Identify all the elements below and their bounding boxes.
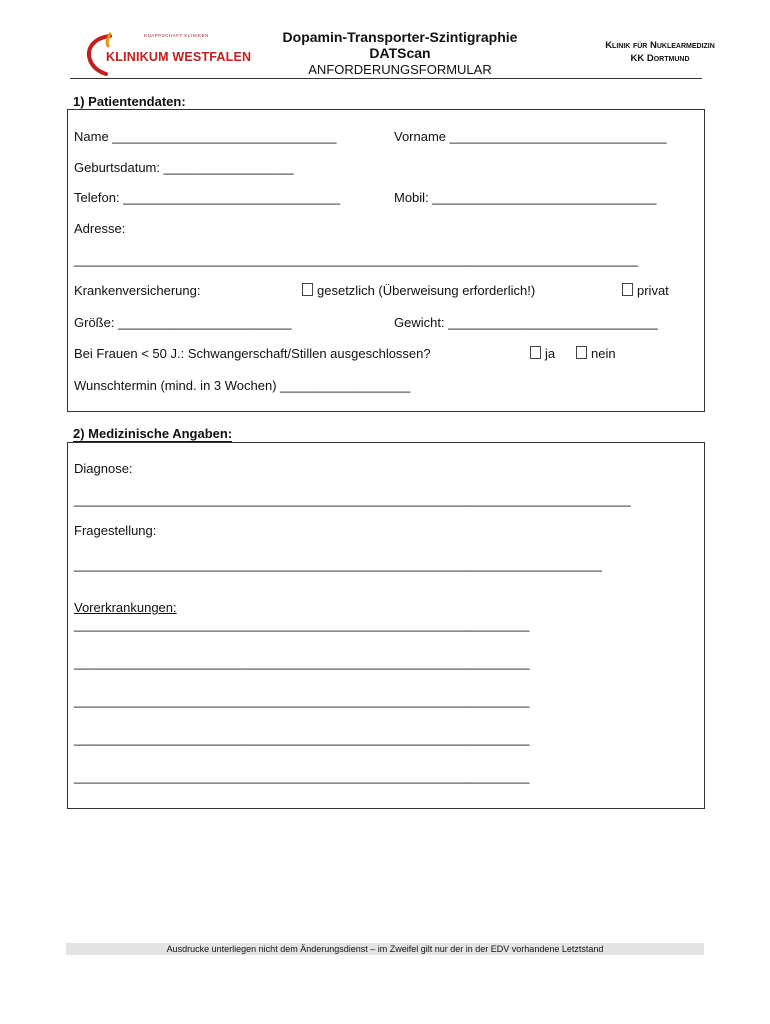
option-privat[interactable] <box>622 283 669 298</box>
privat-label: privat <box>637 283 669 298</box>
footer-disclaimer: Ausdrucke unterliegen nicht dem Änderungsdienst – im Zweifel gilt nur der in der EDV vorhandene Letztstand <box>66 943 704 955</box>
vorerkrankungen-line[interactable]: _______________________________________________________________ <box>74 731 530 746</box>
krankenversicherung-label: Krankenversicherung: <box>74 283 201 298</box>
header-divider <box>70 78 702 79</box>
name-field[interactable]: Name _______________________________ <box>74 129 337 144</box>
fragestellung-field[interactable]: _________________________________________________________________________ <box>74 557 602 572</box>
gesetzlich-checkbox[interactable] <box>302 283 313 296</box>
section-patientendaten-heading: 1) Patientendaten: <box>73 94 186 109</box>
wunschtermin-field[interactable]: Wunschtermin (mind. in 3 Wochen) __________________ <box>74 378 411 393</box>
adresse-label: Adresse: <box>74 221 126 236</box>
mobil-field[interactable]: Mobil: _______________________________ <box>394 190 657 205</box>
privat-checkbox[interactable] <box>622 283 633 296</box>
form-type: ANFORDERUNGSFORMULAR <box>308 62 492 77</box>
option-ja[interactable] <box>530 346 555 361</box>
ja-label: ja <box>545 346 556 361</box>
fragestellung-label: Fragestellung: <box>74 523 157 538</box>
vorerkrankungen-line[interactable]: _______________________________________________________________ <box>74 655 530 670</box>
logo-tagline: KNAPPSCHAFT KLINIKEN <box>144 33 209 38</box>
klinikum-westfalen-logo <box>84 30 254 78</box>
vorerkrankungen-line[interactable]: _______________________________________________________________ <box>74 769 530 784</box>
adresse-field[interactable]: ______________________________________________________________________________ <box>74 252 638 267</box>
logo-wordmark: KLINIKUM WESTFALEN <box>106 50 252 64</box>
vorerkrankungen-line[interactable]: _______________________________________________________________ <box>74 617 530 632</box>
document-subtitle: DATScan <box>369 45 431 61</box>
vorerkrankungen-label: Vorerkrankungen: <box>74 600 177 615</box>
option-nein[interactable] <box>576 346 616 361</box>
option-gesetzlich[interactable] <box>302 283 535 298</box>
ja-checkbox[interactable] <box>530 346 541 359</box>
telefon-field[interactable]: Telefon: ______________________________ <box>74 190 341 205</box>
schwangerschaft-label: Bei Frauen < 50 J.: Schwangerschaft/Stillen ausgeschlossen? <box>74 346 431 361</box>
gesetzlich-label: gesetzlich (Überweisung erforderlich!) <box>317 283 536 298</box>
geburtsdatum-field[interactable]: Geburtsdatum: __________________ <box>74 160 294 175</box>
vorerkrankungen-line[interactable]: _______________________________________________________________ <box>74 693 530 708</box>
vorname-field[interactable]: Vorname ______________________________ <box>394 129 667 144</box>
nein-label: nein <box>591 346 616 361</box>
clinic-location: KK Dortmund <box>630 53 690 64</box>
nein-checkbox[interactable] <box>576 346 587 359</box>
diagnose-label: Diagnose: <box>74 461 133 476</box>
clinic-name: Klinik für Nuklearmedizin <box>605 40 715 51</box>
document-title: Dopamin-Transporter-Szintigraphie <box>282 29 518 45</box>
section-medizinische-angaben-heading: 2) Medizinische Angaben: <box>73 426 233 441</box>
groesse-field[interactable]: Größe: ________________________ <box>74 315 292 330</box>
gewicht-field[interactable]: Gewicht: _____________________________ <box>394 315 658 330</box>
diagnose-field[interactable]: _____________________________________________________________________________ <box>74 492 631 507</box>
